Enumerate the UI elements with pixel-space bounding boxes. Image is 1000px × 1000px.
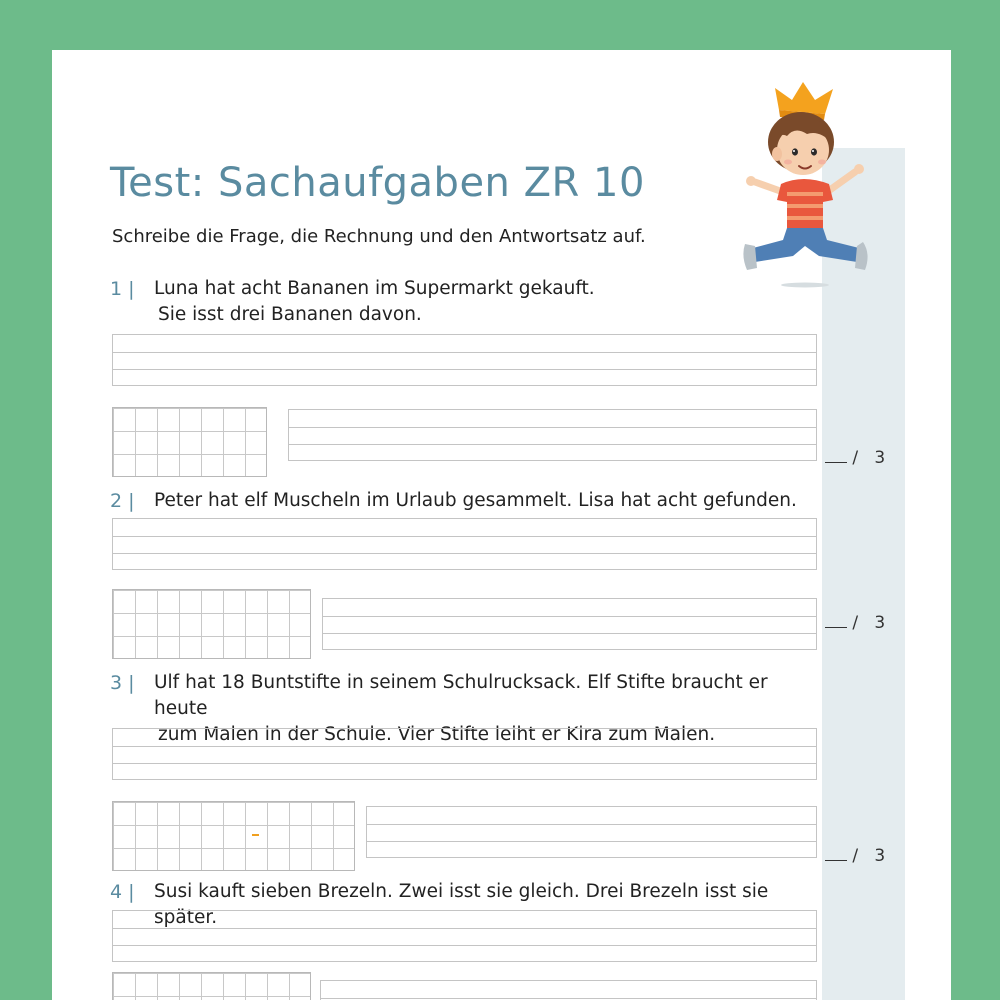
instruction-text: Schreibe die Frage, die Rechnung und den Antwortsatz auf. [112, 226, 646, 247]
task-1-score-blank[interactable] [825, 448, 847, 463]
task-3-calculation-grid[interactable] [112, 801, 355, 871]
task-2-score-blank[interactable] [825, 613, 847, 628]
task-3-line-1: Ulf hat 18 Buntstifte in seinem Schulrucksack. Elf Stifte braucht er heute [154, 672, 768, 719]
task-1-calculation-grid[interactable] [112, 407, 267, 477]
task-1-answer-lines[interactable] [288, 409, 817, 461]
task-3-score-blank[interactable] [825, 846, 847, 861]
task-4-calculation-grid[interactable] [112, 972, 311, 1000]
task-2-calculation-grid[interactable] [112, 589, 311, 659]
task-1-line-1: Luna hat acht Bananen im Supermarkt gekauft. [154, 278, 595, 299]
task-2-score: / 3 [825, 613, 885, 633]
boy-illustration [735, 80, 885, 295]
page-title: Test: Sachaufgaben ZR 10 [110, 160, 645, 206]
task-1-number: 1 | [110, 278, 135, 300]
task-3-answer-lines[interactable] [366, 806, 817, 858]
task-2-number: 2 | [110, 490, 135, 512]
task-4-number: 4 | [110, 881, 135, 903]
task-4-answer-lines[interactable] [320, 980, 817, 1000]
minus-sign-mark [252, 834, 259, 836]
task-1-line-2: Sie isst drei Bananen davon. [158, 304, 422, 325]
task-3-score: / 3 [825, 846, 885, 866]
task-1-question-lines[interactable] [112, 334, 817, 386]
task-2-text [154, 488, 824, 514]
task-2-answer-lines[interactable] [322, 598, 817, 650]
task-2-question-lines[interactable] [112, 518, 817, 570]
task-3-number: 3 | [110, 672, 135, 694]
task-1-text [154, 276, 824, 328]
task-4-line-1: Susi kauft sieben Brezeln. Zwei isst sie gleich. Drei Brezeln isst sie [154, 881, 769, 902]
worksheet-page [52, 50, 951, 1000]
task-4-question-lines[interactable] [112, 910, 817, 962]
task-3-question-lines[interactable] [112, 728, 817, 780]
task-2-line-1: Peter hat elf Muscheln im Urlaub gesammelt. Lisa hat acht gefunden. [154, 490, 797, 511]
task-1-score: / 3 [825, 448, 885, 468]
